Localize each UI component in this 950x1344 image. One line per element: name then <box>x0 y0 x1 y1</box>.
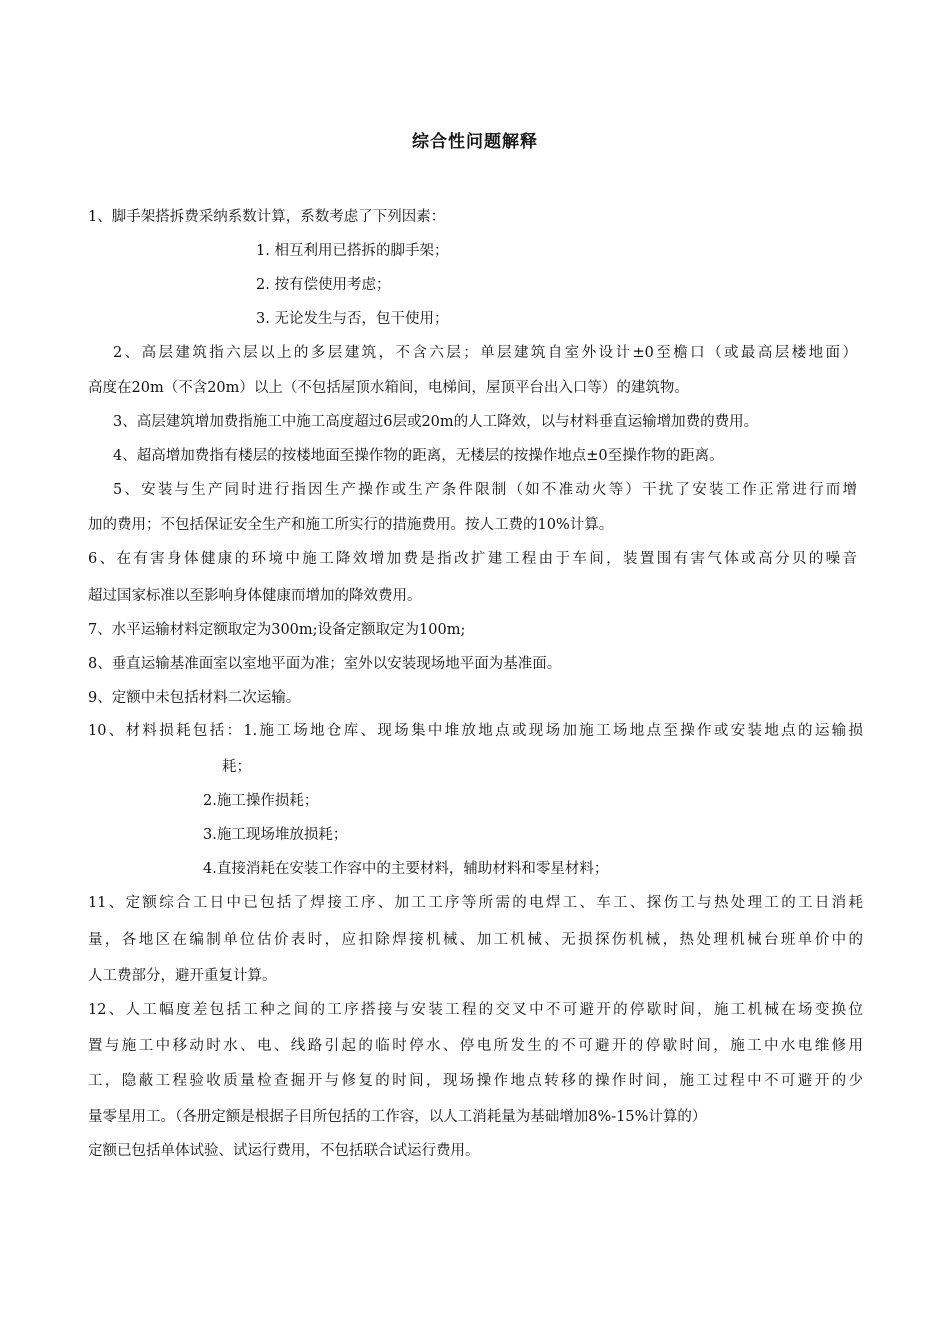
page-title: 综合性问题解释 <box>412 132 538 152</box>
item-12-line-3: 工，隐蔽工程验收质量检查掘开与修复的时间，现场操作地点转移的操作时间，施工过程中不可避开的少 <box>88 1073 863 1089</box>
item-1-sub-2: 2. 按有偿使用考虑； <box>256 277 391 293</box>
item-10-sub-4: 4.直接消耗在安装工作容中的主要材料，辅助材料和零星材料； <box>203 861 609 877</box>
closing-note: 定额已包括单体试验、试运行费用，不包括联合试运行费用。 <box>88 1143 480 1159</box>
item-12-line-1: 12、人工幅度差包括工种之间的工序搭接与安装工程的交叉中不可避开的停歇时间，施工机械在场变换位 <box>88 1002 863 1018</box>
item-4: 4、超高增加费指有楼层的按楼地面至操作物的距离，无楼层的按操作地点±0至操作物的距离。 <box>113 448 724 464</box>
item-2-line-1: 2、高层建筑指六层以上的多层建筑，不含六层；单层建筑自室外设计±0至檐口（或最高层楼地面） <box>113 345 857 361</box>
item-8: 8、垂直运输基准面室以室地平面为准；室外以安装现场地平面为基准面。 <box>88 656 562 672</box>
item-10-line-1b: 耗； <box>222 759 251 775</box>
item-1-heading: 1、脚手架搭拆费采纳系数计算，系数考虑了下列因素： <box>88 209 446 225</box>
item-1-sub-1: 1. 相互利用已搭拆的脚手架； <box>256 243 449 259</box>
item-10-sub-2: 2.施工操作损耗； <box>203 793 319 809</box>
item-10-sub-3: 3.施工现场堆放损耗； <box>203 827 348 843</box>
item-10-line-1: 10、材料损耗包括：1.施工场地仓库、现场集中堆放地点或现场加施工场地点至操作或安装地点的运输损 <box>88 723 863 739</box>
item-5-line-1: 5、安装与生产同时进行指因生产操作或生产条件限制（如不准动火等）干扰了安装工作正常进行而增 <box>113 482 857 498</box>
item-11-line-1: 11、定额综合工日中已包括了焊接工序、加工工序等所需的电焊工、车工、探伤工与热处理工的工日消耗 <box>88 895 863 911</box>
item-12-line-2: 置与施工中移动时水、电、线路引起的临时停水、停电所发生的不可避开的停歇时间，施工中水电维修用 <box>88 1038 863 1054</box>
item-7: 7、水平运输材料定额取定为300m;设备定额取定为100m; <box>88 622 466 638</box>
item-12-line-4: 量零星用工。（各册定额是根据子目所包括的工作容，以人工消耗量为基础增加8%-15%计算的） <box>88 1109 707 1125</box>
item-2-line-2: 高度在20m（不含20m）以上（不包括屋顶水箱间，电梯间，屋顶平台出入口等）的建筑物。 <box>88 380 689 396</box>
item-5-line-2: 加的费用；不包括保证安全生产和施工所实行的措施费用。按人工费的10%计算。 <box>88 517 614 533</box>
item-9: 9、定额中未包括材料二次运输。 <box>88 690 301 706</box>
item-6-line-2: 超过国家标准以至影响身体健康而增加的降效费用。 <box>88 588 422 604</box>
item-11-line-3: 人工费部分，避开重复计算。 <box>88 968 277 984</box>
item-3: 3、高层建筑增加费指施工中施工高度超过6层或20m的人工降效，以与材料垂直运输增加费的费用。 <box>113 414 759 430</box>
item-1-sub-3: 3. 无论发生与否，包干使用； <box>256 311 449 327</box>
item-11-line-2: 量，各地区在编制单位估价表时，应扣除焊接机械、加工机械、无损探伤机械，热处理机械台班单价中的 <box>88 932 863 948</box>
item-6-line-1: 6、在有害身体健康的环境中施工降效增加费是指改扩建工程由于车间，装置围有害气体或高分贝的噪音 <box>88 551 857 567</box>
